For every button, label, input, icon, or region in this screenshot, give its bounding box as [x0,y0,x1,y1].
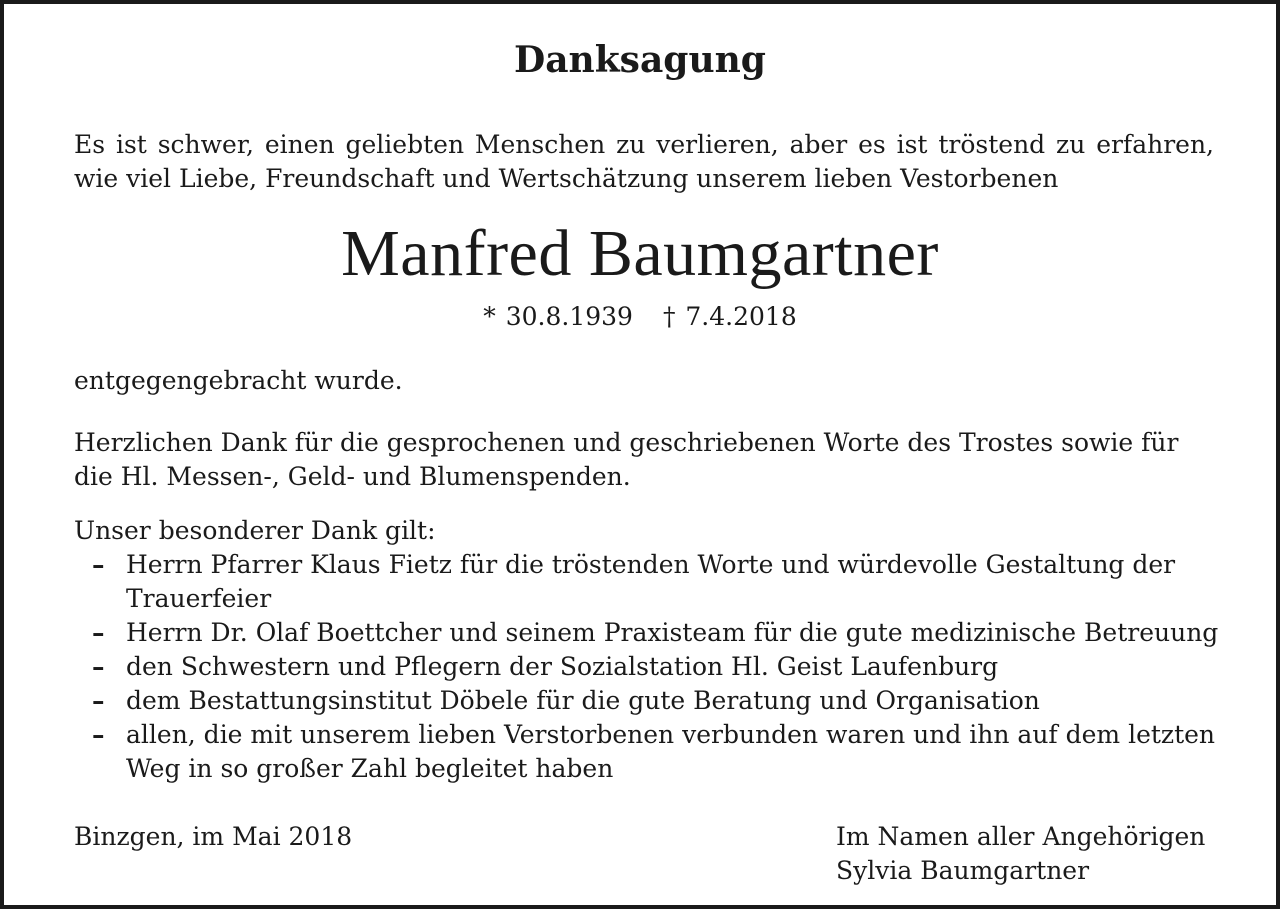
special-thanks-list [92,548,1252,786]
list-item-line: Trauerfeier [126,584,272,613]
signatory-name: Sylvia Baumgartner [836,856,1090,885]
thanks-paragraph [74,426,1214,494]
signature-block [836,820,1205,888]
dash-bullet: – [92,550,105,579]
list-item [92,616,1252,650]
birth-date: * 30.8.1939 [483,302,633,331]
list-item-line: Herrn Dr. Olaf Boettcher und seinem Praxisteam für die gute medizinische Betreuung [126,618,1219,647]
on-behalf-text: Im Namen aller Angehörigen [836,822,1206,851]
life-dates [4,300,1276,334]
dash-bullet: – [92,652,105,681]
dash-bullet: – [92,720,105,749]
intro-line-1: Es ist schwer, einen geliebten Menschen zu verlieren, aber es ist tröstend zu erfahren, [74,130,1214,159]
list-item-line: den Schwestern und Pflegern der Sozialstation Hl. Geist Laufenburg [126,652,999,681]
intro-paragraph [74,128,1214,196]
list-item-line: Herrn Pfarrer Klaus Fietz für die tröstenden Worte und würdevolle Gestaltung der [126,550,1176,579]
place-date: Binzgen, im Mai 2018 [74,822,353,851]
intro-line-2: wie viel Liebe, Freundschaft und Wertschätzung unserem lieben Vestorbenen [74,164,1059,193]
list-item [92,650,1252,684]
list-item-line: Weg in so großer Zahl begleitet haben [126,754,614,783]
list-item-line: allen, die mit unserem lieben Verstorbenen verbunden waren und ihn auf dem letzten [126,720,1216,749]
list-item [92,684,1252,718]
dash-bullet: – [92,618,105,647]
death-date: † 7.4.2018 [662,302,797,331]
notice-title: Danksagung [514,39,766,81]
list-item [92,718,1252,786]
continuation-text: entgegengebracht wurde. [74,366,403,395]
deceased-name: Manfred Baumgartner [341,217,939,290]
special-thanks-heading: Unser besonderer Dank gilt: [74,516,436,545]
list-item [92,548,1252,616]
list-item-line: dem Bestattungsinstitut Döbele für die gute Beratung und Organisation [126,686,1040,715]
thanks-line-2: die Hl. Messen-, Geld- und Blumenspenden. [74,462,631,491]
thanks-line-1: Herzlichen Dank für die gesprochenen und geschriebenen Worte des Trostes sowie für [74,428,1179,457]
dash-bullet: – [92,686,105,715]
